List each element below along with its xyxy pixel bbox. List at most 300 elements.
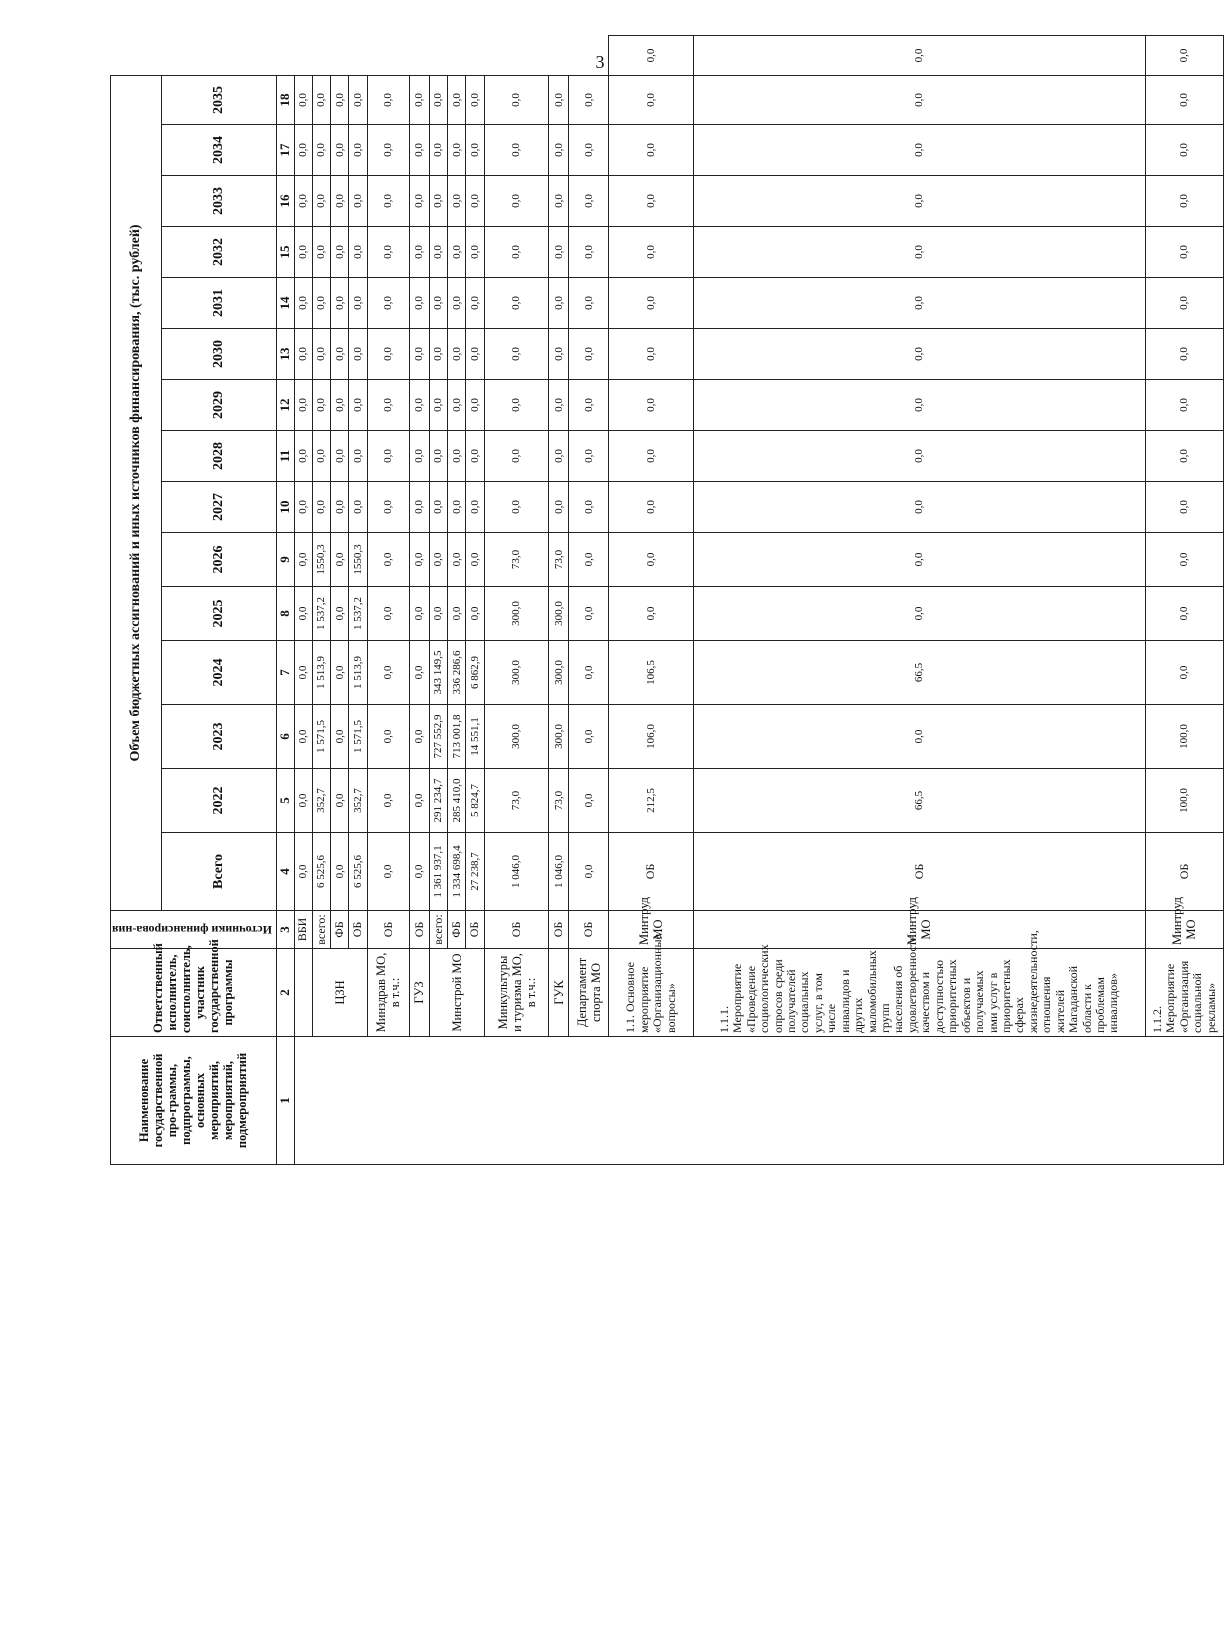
value-cell: 0,0 <box>569 533 609 587</box>
value-cell: 0,0 <box>367 769 409 833</box>
value-cell: 0,0 <box>349 431 367 482</box>
value-cell: 0,0 <box>569 227 609 278</box>
value-cell: 0,0 <box>294 380 312 431</box>
table-row <box>367 36 409 1165</box>
value-cell: 0,0 <box>312 75 330 124</box>
value-cell: 0,0 <box>331 278 349 329</box>
value-cell: 0,0 <box>294 533 312 587</box>
value-cell: 0,0 <box>693 482 1145 533</box>
value-cell: 73,0 <box>549 533 569 587</box>
value-cell: 0,0 <box>294 125 312 176</box>
value-cell: 0,0 <box>349 380 367 431</box>
value-cell: 0,0 <box>409 705 429 769</box>
value-cell: 0,0 <box>409 533 429 587</box>
header-year: 2024 <box>161 641 276 705</box>
value-cell: 0,0 <box>331 329 349 380</box>
value-cell: 0,0 <box>367 641 409 705</box>
value-cell: 0,0 <box>367 380 409 431</box>
column-number: 10 <box>276 482 294 533</box>
value-cell: 0,0 <box>466 587 484 641</box>
value-cell: 0,0 <box>294 431 312 482</box>
value-cell: 14 551,1 <box>466 705 484 769</box>
value-cell: 1 334 698,4 <box>448 833 466 911</box>
header-responsible: Ответственный исполнитель, соисполнитель, участник государственной программы <box>111 949 277 1037</box>
value-cell: 0,0 <box>609 176 694 227</box>
value-cell: 6 525,6 <box>312 833 330 911</box>
responsible-cell: ЦЗН <box>312 949 367 1037</box>
value-cell: 300,0 <box>484 641 549 705</box>
value-cell: 1 361 937,1 <box>429 833 447 911</box>
value-cell: 0,0 <box>549 176 569 227</box>
value-cell: 0,0 <box>1145 36 1223 76</box>
value-cell: 0,0 <box>312 125 330 176</box>
value-cell: 0,0 <box>1145 75 1223 124</box>
value-cell: 0,0 <box>294 227 312 278</box>
value-cell: 5 824,7 <box>466 769 484 833</box>
value-cell: 66,5 <box>693 641 1145 705</box>
responsible-cell: Минстрой МО <box>429 949 484 1037</box>
value-cell: 0,0 <box>693 36 1145 76</box>
value-cell: 0,0 <box>448 587 466 641</box>
value-cell: 0,0 <box>1145 482 1223 533</box>
value-cell: 0,0 <box>349 125 367 176</box>
responsible-cell <box>294 949 312 1037</box>
value-cell: 0,0 <box>331 705 349 769</box>
value-cell: 0,0 <box>549 482 569 533</box>
value-cell: 0,0 <box>484 329 549 380</box>
value-cell: 0,0 <box>331 431 349 482</box>
value-cell: 0,0 <box>367 587 409 641</box>
header-year: 2023 <box>161 705 276 769</box>
value-cell: 27 238,7 <box>466 833 484 911</box>
header-year: 2030 <box>161 329 276 380</box>
value-cell: 0,0 <box>349 278 367 329</box>
value-cell: 285 410,0 <box>448 769 466 833</box>
value-cell: 0,0 <box>693 705 1145 769</box>
value-cell: 0,0 <box>312 482 330 533</box>
value-cell: 0,0 <box>349 227 367 278</box>
value-cell: 0,0 <box>367 705 409 769</box>
value-cell: 106,0 <box>609 705 694 769</box>
value-cell: 0,0 <box>1145 278 1223 329</box>
value-cell: 300,0 <box>484 705 549 769</box>
value-cell: 0,0 <box>294 641 312 705</box>
header-year: 2025 <box>161 587 276 641</box>
source-cell: ОБ <box>484 911 549 949</box>
source-cell: ОБ <box>549 911 569 949</box>
value-cell: 0,0 <box>294 705 312 769</box>
value-cell: 352,7 <box>349 769 367 833</box>
value-cell: 0,0 <box>409 380 429 431</box>
value-cell: 0,0 <box>331 641 349 705</box>
value-cell: 0,0 <box>609 380 694 431</box>
value-cell: 0,0 <box>349 329 367 380</box>
value-cell: 727 552,9 <box>429 705 447 769</box>
source-cell: всего: <box>312 911 330 949</box>
financing-table <box>110 35 1224 1165</box>
value-cell: 0,0 <box>312 227 330 278</box>
table-row <box>693 36 1145 1165</box>
value-cell: 0,0 <box>331 125 349 176</box>
value-cell: 713 001,8 <box>448 705 466 769</box>
source-cell: ОБ <box>609 833 694 911</box>
value-cell: 0,0 <box>448 380 466 431</box>
value-cell: 0,0 <box>693 587 1145 641</box>
value-cell: 0,0 <box>367 278 409 329</box>
column-number: 9 <box>276 533 294 587</box>
value-cell: 0,0 <box>448 75 466 124</box>
value-cell: 0,0 <box>466 278 484 329</box>
table-row <box>569 36 609 1165</box>
responsible-cell: ГУК <box>549 949 569 1037</box>
column-number: 2 <box>276 949 294 1037</box>
value-cell: 1 571,5 <box>312 705 330 769</box>
source-cell: всего: <box>429 911 447 949</box>
value-cell: 0,0 <box>331 533 349 587</box>
value-cell: 0,0 <box>409 587 429 641</box>
value-cell: 0,0 <box>448 431 466 482</box>
value-cell: 0,0 <box>466 482 484 533</box>
value-cell: 0,0 <box>331 176 349 227</box>
value-cell: 0,0 <box>609 227 694 278</box>
value-cell: 0,0 <box>331 833 349 911</box>
table-row <box>294 36 312 1165</box>
responsible-cell: ГУЗ <box>409 949 429 1037</box>
value-cell: 1 513,9 <box>349 641 367 705</box>
value-cell: 0,0 <box>294 176 312 227</box>
value-cell: 0,0 <box>448 482 466 533</box>
table-row <box>429 36 447 1165</box>
value-cell: 0,0 <box>693 278 1145 329</box>
value-cell: 0,0 <box>349 482 367 533</box>
header-year: 2033 <box>161 176 276 227</box>
value-cell: 0,0 <box>549 125 569 176</box>
value-cell: 0,0 <box>609 125 694 176</box>
responsible-cell: Минтруд МО <box>693 911 1145 949</box>
value-cell: 0,0 <box>466 431 484 482</box>
value-cell: 0,0 <box>569 431 609 482</box>
source-cell: ОБ <box>349 911 367 949</box>
value-cell: 0,0 <box>693 75 1145 124</box>
value-cell: 300,0 <box>549 641 569 705</box>
header-year: 2034 <box>161 125 276 176</box>
value-cell: 0,0 <box>549 431 569 482</box>
value-cell: 336 286,6 <box>448 641 466 705</box>
source-cell: ОБ <box>409 911 429 949</box>
value-cell: 0,0 <box>331 227 349 278</box>
value-cell: 0,0 <box>448 125 466 176</box>
value-cell: 0,0 <box>484 75 549 124</box>
responsible-cell: Минздрав МО, в т.ч.: <box>367 949 409 1037</box>
value-cell: 0,0 <box>409 329 429 380</box>
value-cell: 0,0 <box>331 769 349 833</box>
value-cell: 1 513,9 <box>312 641 330 705</box>
column-number: 6 <box>276 705 294 769</box>
value-cell: 0,0 <box>466 176 484 227</box>
value-cell: 0,0 <box>466 227 484 278</box>
value-cell: 0,0 <box>549 227 569 278</box>
value-cell: 1550,3 <box>349 533 367 587</box>
value-cell: 0,0 <box>409 482 429 533</box>
value-cell: 0,0 <box>484 431 549 482</box>
value-cell: 1 046,0 <box>549 833 569 911</box>
value-cell: 0,0 <box>569 278 609 329</box>
value-cell: 1 571,5 <box>349 705 367 769</box>
value-cell: 0,0 <box>429 125 447 176</box>
value-cell: 0,0 <box>609 36 694 76</box>
value-cell: 0,0 <box>569 769 609 833</box>
value-cell: 0,0 <box>294 769 312 833</box>
header-year: 2026 <box>161 533 276 587</box>
value-cell: 1 046,0 <box>484 833 549 911</box>
name-cell: 1.1.1. Мероприятие «Проведение социологических опросов среди получателей социальных услуг, в том числе инвалидов и других маломобильных групп населения об удовлетворенности качеством и доступностью приоритетных объектов и получаемых ими услуг в приоритетных сферах жизнедеятельности, отношения жителей Магаданской области к проблемам инвалидов» <box>693 949 1145 1037</box>
value-cell: 0,0 <box>349 75 367 124</box>
table-row <box>1145 36 1223 1165</box>
value-cell: 0,0 <box>448 278 466 329</box>
value-cell: 0,0 <box>609 533 694 587</box>
column-number: 16 <box>276 176 294 227</box>
column-number: 17 <box>276 125 294 176</box>
value-cell: 0,0 <box>448 329 466 380</box>
value-cell: 343 149,5 <box>429 641 447 705</box>
value-cell: 0,0 <box>569 329 609 380</box>
value-cell: 0,0 <box>569 125 609 176</box>
column-number: 11 <box>276 431 294 482</box>
value-cell: 0,0 <box>294 278 312 329</box>
header-year: 2028 <box>161 431 276 482</box>
value-cell: 0,0 <box>429 176 447 227</box>
value-cell: 0,0 <box>331 587 349 641</box>
value-cell: 0,0 <box>367 125 409 176</box>
value-cell: 0,0 <box>466 329 484 380</box>
value-cell: 0,0 <box>448 533 466 587</box>
value-cell: 0,0 <box>429 329 447 380</box>
value-cell: 0,0 <box>549 329 569 380</box>
value-cell: 0,0 <box>312 176 330 227</box>
column-number: 5 <box>276 769 294 833</box>
value-cell: 0,0 <box>409 431 429 482</box>
header-volume: Объем бюджетных ассигнований и иных источников финансирования, (тыс. рублей) <box>111 75 162 910</box>
value-cell: 0,0 <box>693 533 1145 587</box>
value-cell: 0,0 <box>367 227 409 278</box>
value-cell: 0,0 <box>549 380 569 431</box>
value-cell: 0,0 <box>367 482 409 533</box>
source-cell: ФБ <box>331 911 349 949</box>
value-cell: 0,0 <box>693 329 1145 380</box>
value-cell: 0,0 <box>569 482 609 533</box>
value-cell: 0,0 <box>609 329 694 380</box>
value-cell: 0,0 <box>609 278 694 329</box>
value-cell: 352,7 <box>312 769 330 833</box>
source-cell: ОБ <box>569 911 609 949</box>
value-cell: 0,0 <box>1145 329 1223 380</box>
value-cell: 0,0 <box>367 533 409 587</box>
value-cell: 0,0 <box>409 227 429 278</box>
value-cell: 0,0 <box>367 833 409 911</box>
value-cell: 0,0 <box>484 125 549 176</box>
header-year: 2032 <box>161 227 276 278</box>
value-cell: 0,0 <box>367 329 409 380</box>
header-year: 2027 <box>161 482 276 533</box>
source-cell: ОБ <box>367 911 409 949</box>
value-cell: 0,0 <box>294 329 312 380</box>
value-cell: 0,0 <box>409 176 429 227</box>
value-cell: 0,0 <box>367 431 409 482</box>
column-number: 13 <box>276 329 294 380</box>
value-cell: 0,0 <box>569 176 609 227</box>
column-number: 18 <box>276 75 294 124</box>
value-cell: 0,0 <box>484 176 549 227</box>
value-cell: 0,0 <box>429 380 447 431</box>
value-cell: 0,0 <box>569 641 609 705</box>
value-cell: 0,0 <box>466 75 484 124</box>
value-cell: 0,0 <box>349 176 367 227</box>
value-cell: 0,0 <box>331 75 349 124</box>
value-cell: 1 537,2 <box>312 587 330 641</box>
value-cell: 0,0 <box>693 125 1145 176</box>
value-cell: 0,0 <box>429 431 447 482</box>
value-cell: 0,0 <box>569 587 609 641</box>
value-cell: 0,0 <box>1145 125 1223 176</box>
value-cell: 0,0 <box>569 833 609 911</box>
source-cell: ОБ <box>1145 833 1223 911</box>
header-name: Наименование государственной про-граммы, подпрограммы, основных мероприятий, мероприятий, подмероприятий <box>111 1037 277 1165</box>
value-cell: 0,0 <box>569 380 609 431</box>
value-cell: 300,0 <box>549 705 569 769</box>
value-cell: 0,0 <box>312 431 330 482</box>
value-cell: 0,0 <box>312 380 330 431</box>
value-cell: 0,0 <box>569 75 609 124</box>
value-cell: 100,0 <box>1145 705 1223 769</box>
header-year: 2022 <box>161 769 276 833</box>
value-cell: 6 862,9 <box>466 641 484 705</box>
table-row <box>609 36 694 1165</box>
header-year: 2029 <box>161 380 276 431</box>
column-number: 14 <box>276 278 294 329</box>
column-number: 15 <box>276 227 294 278</box>
header-source: Источники финансирова-ния <box>111 911 277 949</box>
value-cell: 300,0 <box>549 587 569 641</box>
value-cell: 0,0 <box>429 587 447 641</box>
source-cell: ОБ <box>693 833 1145 911</box>
value-cell: 0,0 <box>549 278 569 329</box>
value-cell: 0,0 <box>1145 587 1223 641</box>
value-cell: 0,0 <box>1145 431 1223 482</box>
value-cell: 0,0 <box>294 482 312 533</box>
value-cell: 212,5 <box>609 769 694 833</box>
header-total: Всего <box>161 833 276 911</box>
value-cell: 0,0 <box>367 176 409 227</box>
value-cell: 291 234,7 <box>429 769 447 833</box>
value-cell: 100,0 <box>1145 769 1223 833</box>
value-cell: 73,0 <box>549 769 569 833</box>
value-cell: 0,0 <box>409 75 429 124</box>
value-cell: 1550,3 <box>312 533 330 587</box>
value-cell: 0,0 <box>367 75 409 124</box>
value-cell: 0,0 <box>569 705 609 769</box>
value-cell: 0,0 <box>1145 641 1223 705</box>
name-cell: 1.1. Основное мероприятие «Организационные вопросы» <box>609 949 694 1037</box>
value-cell: 0,0 <box>466 533 484 587</box>
header-year: 2035 <box>161 75 276 124</box>
value-cell: 106,5 <box>609 641 694 705</box>
table-row <box>549 36 569 1165</box>
value-cell: 0,0 <box>466 380 484 431</box>
table-row <box>409 36 429 1165</box>
value-cell: 0,0 <box>294 587 312 641</box>
table-row <box>484 36 549 1165</box>
value-cell: 0,0 <box>429 482 447 533</box>
value-cell: 0,0 <box>693 227 1145 278</box>
value-cell: 0,0 <box>409 769 429 833</box>
value-cell: 1 537,2 <box>349 587 367 641</box>
value-cell: 0,0 <box>484 227 549 278</box>
value-cell: 0,0 <box>331 482 349 533</box>
value-cell: 0,0 <box>312 329 330 380</box>
financing-table-sheet <box>110 35 1218 1165</box>
value-cell: 73,0 <box>484 533 549 587</box>
source-cell: ВБИ <box>294 911 312 949</box>
column-number: 3 <box>276 911 294 949</box>
value-cell: 0,0 <box>312 278 330 329</box>
value-cell: 0,0 <box>693 380 1145 431</box>
header-year: 2031 <box>161 278 276 329</box>
value-cell: 0,0 <box>1145 227 1223 278</box>
value-cell: 0,0 <box>549 75 569 124</box>
value-cell: 0,0 <box>448 176 466 227</box>
column-number: 1 <box>276 1037 294 1165</box>
value-cell: 0,0 <box>609 482 694 533</box>
source-cell: ФБ <box>448 911 466 949</box>
value-cell: 0,0 <box>294 75 312 124</box>
value-cell: 0,0 <box>429 278 447 329</box>
responsible-cell: Минтруд МО <box>1145 911 1223 949</box>
value-cell: 0,0 <box>609 431 694 482</box>
value-cell: 6 525,6 <box>349 833 367 911</box>
value-cell: 0,0 <box>484 278 549 329</box>
value-cell: 300,0 <box>484 587 549 641</box>
value-cell: 0,0 <box>693 431 1145 482</box>
page-number: 3 <box>595 52 605 72</box>
source-cell: ОБ <box>466 911 484 949</box>
value-cell: 0,0 <box>609 587 694 641</box>
value-cell: 0,0 <box>429 227 447 278</box>
column-number: 12 <box>276 380 294 431</box>
column-number: 4 <box>276 833 294 911</box>
value-cell: 0,0 <box>466 125 484 176</box>
value-cell: 0,0 <box>484 482 549 533</box>
name-cell-program <box>294 1037 1223 1165</box>
value-cell: 0,0 <box>609 75 694 124</box>
value-cell: 0,0 <box>409 833 429 911</box>
value-cell: 0,0 <box>429 75 447 124</box>
value-cell: 73,0 <box>484 769 549 833</box>
value-cell: 0,0 <box>693 176 1145 227</box>
column-number: 7 <box>276 641 294 705</box>
name-cell: 1.1.2. Мероприятие «Организация социальной рекламы» <box>1145 949 1223 1037</box>
value-cell: 0,0 <box>429 533 447 587</box>
value-cell: 0,0 <box>1145 176 1223 227</box>
value-cell: 0,0 <box>409 278 429 329</box>
value-cell: 66,5 <box>693 769 1145 833</box>
value-cell: 0,0 <box>448 227 466 278</box>
value-cell: 0,0 <box>409 125 429 176</box>
value-cell: 0,0 <box>294 833 312 911</box>
responsible-cell: Минтруд МО <box>609 911 694 949</box>
value-cell: 0,0 <box>1145 533 1223 587</box>
responsible-cell: Минкультуры и туризма МО, в т.ч.: <box>484 949 549 1037</box>
column-number: 8 <box>276 587 294 641</box>
